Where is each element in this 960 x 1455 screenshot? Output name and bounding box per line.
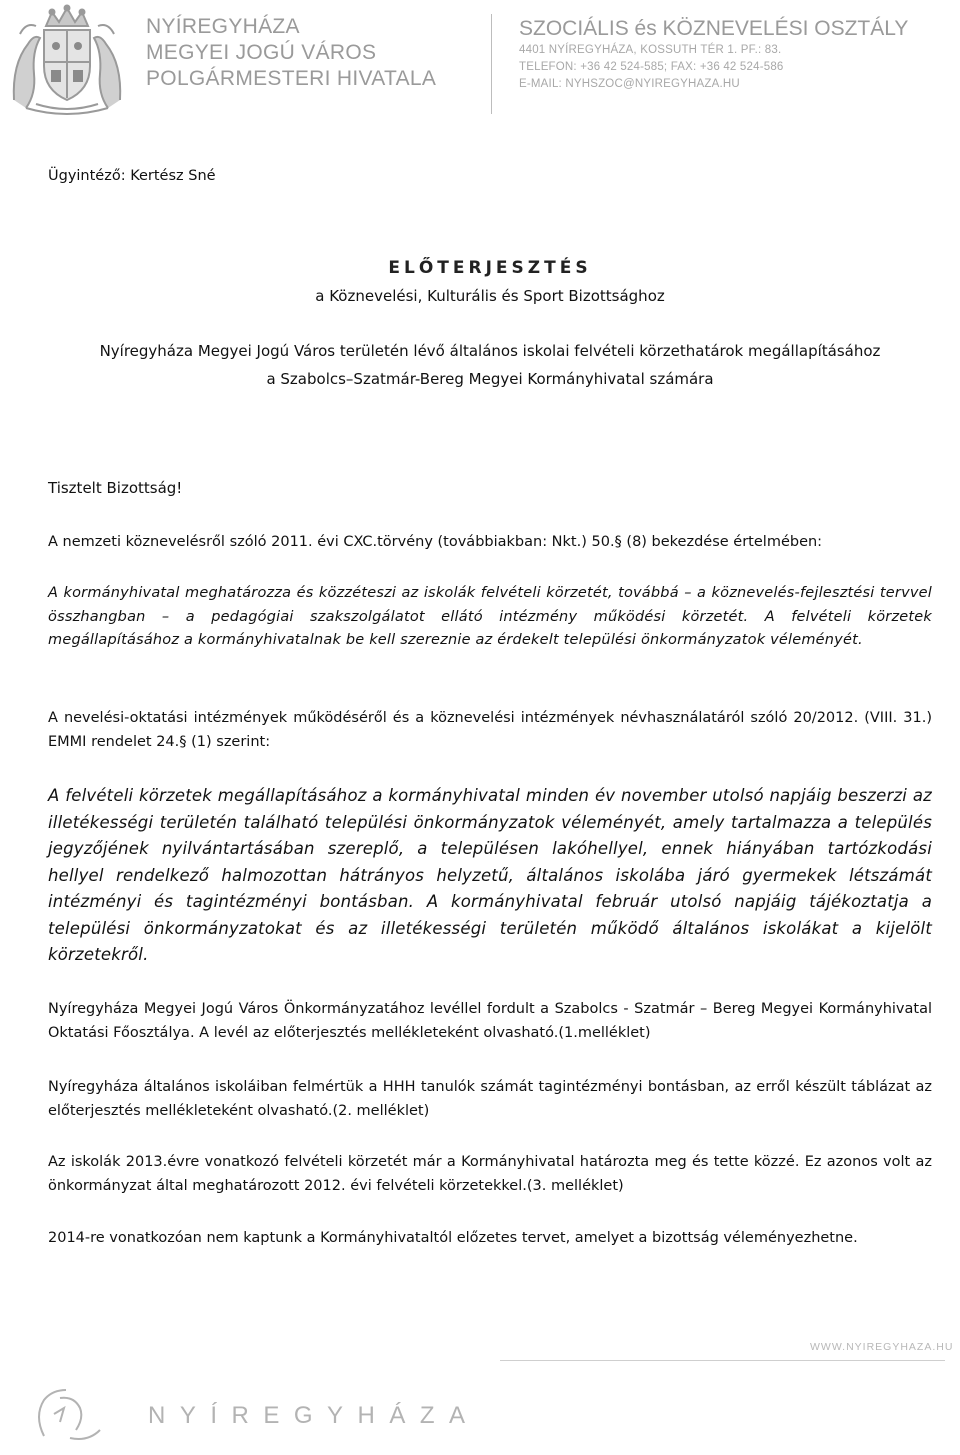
city-name-line-3: POLGÁRMESTERI HIVATALA <box>146 67 437 90</box>
clerk-line: Ügyintéző: Kertész Sné <box>48 168 216 184</box>
salutation: Tisztelt Bizottság! <box>48 479 183 497</box>
city-name-line-1: NYÍREGYHÁZA <box>146 15 300 38</box>
city-coat-of-arms-icon <box>6 4 128 116</box>
subject-line-2: a Szabolcs–Szatmár-Bereg Megyei Kormányhivatal számára <box>266 370 714 388</box>
quoted-decree-text: A felvételi körzetek megállapításához a kormányhivatal minden év november utolsó napjáig beszerzi az illetékességi területén található települési önkormányzatok véleményét, amely tartalmazza a település jegyzőjének nyilvántartásában szereplő, a településen lakóhellyel, ennek hiányában tartózkodási hellyel rendelkező halmozottan hátrányos helyzetű, általános iskolába járó gyermekek létszámát intézményi és tagintézményi bontásban. A kormányhivatal február utolsó napjáig tájékoztatja a települési önkormányzatokat és az illetékességi területén működő általános iskolákat a kijelölt körzetekről. <box>48 786 932 964</box>
document-subject <box>48 337 932 393</box>
paragraph-letter: Nyíregyháza Megyei Jogú Város Önkormányzatához levéllel fordult a Szabolcs - Szatmár – Bereg Megyei Kormányhivatal Oktatási Főosztálya. A levél az előterjesztés mellékleteként olvasható.(1.melléklet) <box>48 1001 932 1041</box>
paragraph-hhh-survey: Nyíregyháza általános iskoláiban felmértük a HHH tanulók számát tagintézményi bontásban, az erről készült táblázat az előterjesztés mellékleteként olvasható.(2. melléklet) <box>48 1079 932 1119</box>
city-office-name <box>146 14 466 92</box>
department-email[interactable]: E-MAIL: NYHSZOC@NYIREGYHAZA.HU <box>519 78 740 90</box>
city-name-line-2: MEGYEI JOGÚ VÁROS <box>146 41 377 64</box>
footer-divider <box>500 1360 945 1361</box>
footer-website[interactable]: WWW.NYIREGYHAZA.HU <box>810 1341 954 1353</box>
paragraph-law-reference: A nemzeti köznevelésről szóló 2011. évi CXC.törvény (továbbiakban: Nkt.) 50.§ (8) bekezdése értelmében: <box>48 534 823 550</box>
document-heading: ELŐTERJESZTÉS <box>388 258 592 278</box>
department-phone-fax: TELEFON: +36 42 524-585; FAX: +36 42 524-586 <box>519 61 784 73</box>
quoted-law-text: A kormányhivatal meghatározza és közzéteszi az iskolák felvételi körzetét, továbbá – a köznevelés-fejlesztési tervvel összhangban – a pedagógiai szakszolgálatot ellátó intézmény működési körzetét. A felvételi körzetek megállapításához a kormányhivatalnak be kell szereznie az érdekelt települési önkormányzatok véleményét. <box>48 585 932 648</box>
letterhead-divider <box>491 14 492 114</box>
document-addressee: a Köznevelési, Kulturális és Sport Bizottsághoz <box>315 287 665 305</box>
subject-line-1: Nyíregyháza Megyei Jogú Város területén lévő általános iskolai felvételi körzethatárok megállapításához <box>99 342 881 360</box>
nyiregyhaza-logo-mark-icon <box>30 1378 130 1448</box>
paragraph-2014-plan: 2014-re vonatkozóan nem kaptunk a Kormányhivataltól előzetes tervet, amelyet a bizottság véleményezhetne. <box>48 1230 858 1246</box>
footer-wordmark: NYÍREGYHÁZA <box>148 1402 480 1429</box>
department-block <box>519 16 949 93</box>
department-name: SZOCIÁLIS és KÖZNEVELÉSI OSZTÁLY <box>519 17 909 40</box>
department-address: 4401 NYÍREGYHÁZA, KOSSUTH TÉR 1. PF.: 83. <box>519 44 782 56</box>
paragraph-decree-reference: A nevelési-oktatási intézmények működéséről és a köznevelési intézmények névhasználatáról szóló 20/2012. (VIII. 31.) EMMI rendelet 24.§ (1) szerint: <box>48 710 932 750</box>
paragraph-2013-districts: Az iskolák 2013.évre vonatkozó felvételi körzetét már a Kormányhivatal határozta meg és tette közzé. Ez azonos volt az önkormányzat által meghatározott 2012. évi felvételi körzetekkel.(3. melléklet) <box>48 1154 932 1194</box>
